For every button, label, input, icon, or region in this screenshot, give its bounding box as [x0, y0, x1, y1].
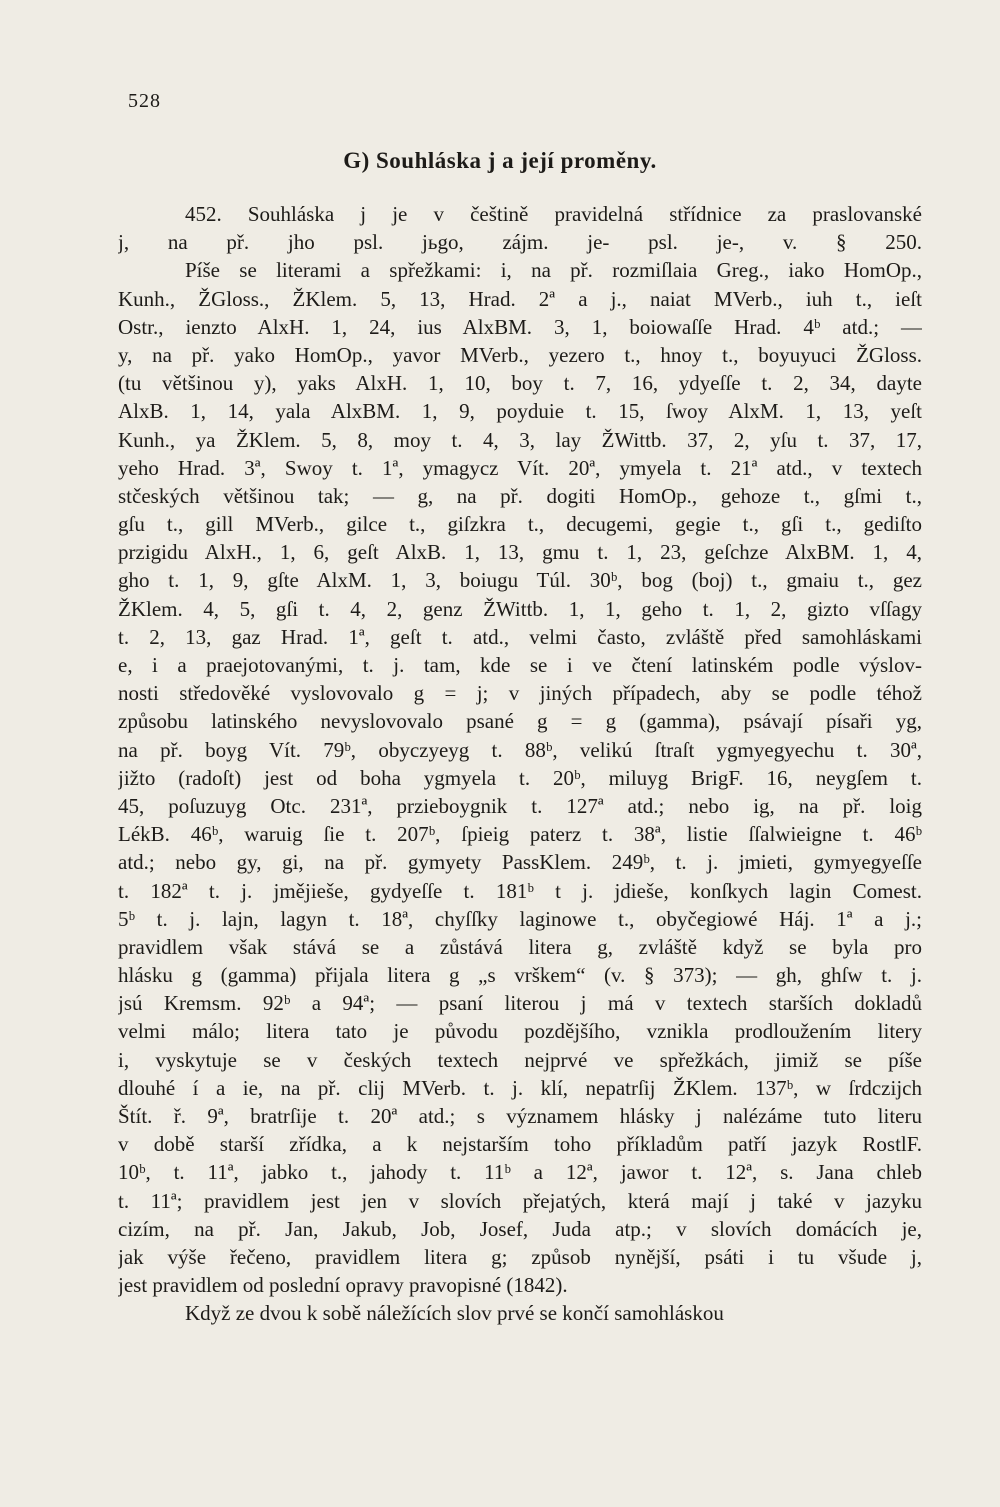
text-line: 45, poſuzuyg Otc. 231ª, przieboygnik t. 127ª atd.; nebo ig, na př. loig: [118, 793, 922, 818]
text-line: Když ze dvou k sobě náležících slov prvé se končí samohláskou: [185, 1301, 724, 1326]
text-line: Štít. ř. 9ª, bratrſije t. 20ª atd.; s významem hlásky j nalézáme tuto literu: [118, 1104, 922, 1128]
text-line: ŽKlem. 4, 5, gſi t. 4, 2, genz ŽWittb. 1, 1, geho t. 1, 2, gizto vſſagy: [118, 596, 922, 621]
page-number: 528: [128, 90, 161, 112]
text-line: způsobu latinského nevyslovovalo psané g = g (gamma), psávají písaři yg,: [118, 709, 922, 734]
text-line: Kunh., ya ŽKlem. 5, 8, moy t. 4, 3, lay ŽWittb. 37, 2, yſu t. 37, 17,: [118, 427, 922, 452]
text-line: Ostr., ienzto AlxH. 1, 24, ius AlxBM. 3, 1, boiowaſſe Hrad. 4ᵇ atd.; —: [118, 314, 922, 339]
text-line: LékB. 46ᵇ, waruig ſie t. 207ᵇ, ſpieig paterz t. 38ª, listie ſſalwieigne t. 46ᵇ: [118, 822, 922, 847]
text-line: AlxB. 1, 14, yala AlxBM. 1, 9, poyduie t. 15, ſwoy AlxM. 1, 13, yeſt: [118, 399, 922, 424]
body-text: [118, 200, 922, 1328]
text-line: e, i a praejotovanými, t. j. tam, kde se i ve čtení latinském podle výslov-: [118, 653, 922, 677]
text-line: cizím, na př. Jan, Jakub, Job, Josef, Juda atp.; v slovích domácích je,: [118, 1216, 922, 1241]
text-line: 5ᵇ t. j. lajn, lagyn t. 18ª, chyſſky laginowe t., obyčegiowé Háj. 1ª a j.;: [118, 906, 922, 931]
text-line: nosti středověké vyslovovalo g = j; v jiných případech, aby se podle téhož: [118, 681, 922, 706]
text-line: pravidlem však stává se a zůstává litera g, zvláště když se byla pro: [118, 934, 922, 959]
text-line: stčeských většinou tak; — g, na př. dogiti HomOp., gehoze t., gſmi t.,: [118, 483, 922, 508]
text-line: y, na př. yako HomOp., yavor MVerb., yezero t., hnoy t., boyuyuci ŽGloss.: [118, 342, 922, 367]
text-line: gho t. 1, 9, gſte AlxM. 1, 3, boiugu Túl. 30ᵇ, bog (boj) t., gmaiu t., gez: [118, 568, 922, 593]
text-line: jižto (radoſt) jest od boha ygmyela t. 20ᵇ, miluyg BrigF. 16, neygſem t.: [118, 765, 922, 790]
text-line: t. 2, 13, gaz Hrad. 1ª, geſt t. atd., velmi často, zvláště před samohláskami: [118, 624, 922, 649]
text-line: 452. Souhláska j je v češtině pravidelná střídnice za praslovanské: [185, 202, 922, 226]
text-line: hlásku g (gamma) přijala litera g „s vrškem“ (v. § 373); — gh, ghſw t. j.: [118, 963, 922, 988]
text-line: na př. boyg Vít. 79ᵇ, obyczyeyg t. 88ᵇ, velikú ſtraſt ygmyegyechu t. 30ª,: [118, 737, 922, 762]
text-line: 10ᵇ, t. 11ª, jabko t., jahody t. 11ᵇ a 12ª, jawor t. 12ª, s. Jana chleb: [118, 1160, 922, 1185]
text-line: v době starší zřídka, a k nejstarším toho příkladům patří jazyk RostlF.: [118, 1132, 922, 1157]
text-line: przigidu AlxH., 1, 6, geſt AlxB. 1, 13, gmu t. 1, 23, geſchze AlxBM. 1, 4,: [118, 540, 922, 565]
text-line: t. 11ª; pravidlem jest jen v slovích přejatých, která mají j také v jazyku: [118, 1188, 922, 1213]
text-line: i, vyskytuje se v českých textech nejprvé ve spřežkách, jimiž se píše: [118, 1047, 922, 1072]
text-line: gſu t., gill MVerb., gilce t., giſzkra t., decugemi, gegie t., gſi t., gediſto: [118, 512, 922, 537]
text-line: Píše se literami a spřežkami: i, na př. rozmiſlaia Greg., iako HomOp.,: [185, 258, 922, 283]
text-line: dlouhé í a ie, na př. clij MVerb. t. j. klí, nepatrſij ŽKlem. 137ᵇ, w ſrdczijch: [118, 1075, 922, 1100]
text-line: atd.; nebo gy, gi, na př. gymyety PassKlem. 249ᵇ, t. j. jmieti, gymyegyeſſe: [118, 850, 922, 875]
text-line: (tu většinou y), yaks AlxH. 1, 10, boy t. 7, 16, ydyeſſe t. 2, 34, dayte: [118, 371, 922, 396]
text-line: Kunh., ŽGloss., ŽKlem. 5, 13, Hrad. 2ª a j., naiat MVerb., iuh t., ieſt: [118, 286, 922, 311]
section-heading: G) Souhláska j a její proměny.: [343, 148, 657, 173]
text-line: jak výše řečeno, pravidlem litera g; způsob nynější, psáti i tu všude j,: [118, 1244, 922, 1269]
text-line: j, na př. jho psl. jьgo, zájm. je- psl. je-, v. § 250.: [118, 230, 922, 255]
text-line: velmi málo; litera tato je původu pozdějšího, vznikla prodloužením litery: [118, 1019, 922, 1044]
text-line: yeho Hrad. 3ª, Swoy t. 1ª, ymagycz Vít. 20ª, ymyela t. 21ª atd., v textech: [118, 455, 922, 480]
text-line: t. 182ª t. j. jmějieše, gydyeſſe t. 181ᵇ t j. jdieše, konſkych lagin Comest.: [118, 878, 922, 903]
text-line: jest pravidlem od poslední opravy pravopisné (1842).: [118, 1273, 568, 1298]
text-line: jsú Kremsm. 92ᵇ a 94ª; — psaní literou j má v textech starších dokladů: [118, 991, 922, 1016]
